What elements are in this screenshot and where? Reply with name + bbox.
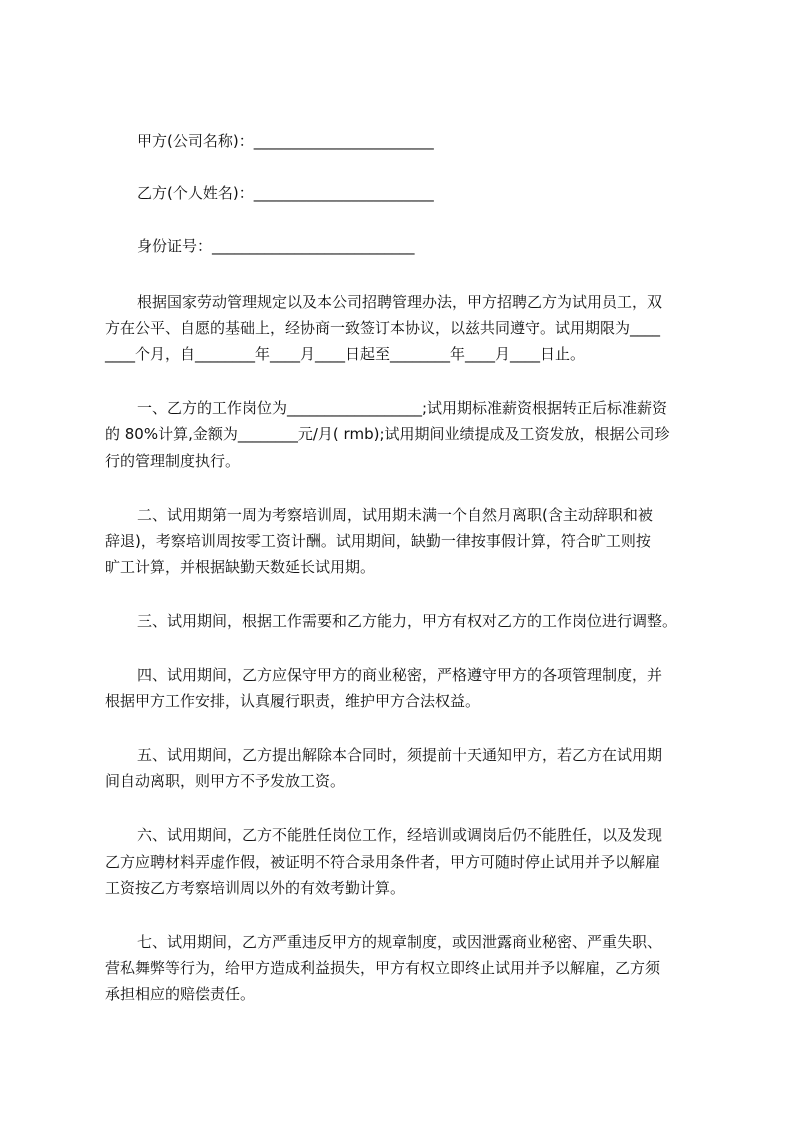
paragraph-line: 的 80%计算,金额为________元/月( rmb);试用期间业绩提成及工资发放，根据公司珍 [105,425,670,443]
paragraph-line: 二、试用期第一周为考察培训周，试用期未满一个自然月离职(含主动辞职和被 [137,506,653,524]
paragraph-line: 三、试用期间，根据工作需要和乙方能力，甲方有权对乙方的工作岗位进行调整。 [137,612,678,630]
id-number-line: 身份证号：___________________________ [137,237,415,255]
paragraph-line: ____个月，自________年____月____日起至________年____月____日止。 [105,345,586,363]
paragraph-line: 旷工计算，并根据缺勤天数延长试用期。 [105,558,376,576]
paragraph-line: 一、乙方的工作岗位为__________________;试用期标准薪资根据转正后标准薪资 [137,399,668,417]
paragraph-line: 七、试用期间，乙方严重违反甲方的规章制度，或因泄露商业秘密、严重失职、 [137,933,663,951]
paragraph-line: 工资按乙方考察培训周以外的有效考勤计算。 [105,879,406,897]
paragraph-line: 方在公平、自愿的基础上，经协商一致签订本协议，以兹共同遵守。试用期限为____ [105,319,661,337]
paragraph-line: 行的管理制度执行。 [105,452,241,470]
party-b-line: 乙方(个人姓名)：________________________ [137,184,434,202]
paragraph-line: 辞退)，考察培训周按零工资计酬。试用期间，缺勤一律按事假计算，符合旷工则按 [105,532,651,550]
paragraph-line: 间自动离职，则甲方不予发放工资。 [105,772,346,790]
paragraph-line: 六、试用期间，乙方不能胜任岗位工作，经培训或调岗后仍不能胜任，以及发现 [137,826,663,844]
party-a-line: 甲方(公司名称)：________________________ [137,132,434,150]
paragraph-line: 营私舞弊等行为，给甲方造成利益损失，甲方有权立即终止试用并予以解雇，乙方须 [105,959,661,977]
paragraph-line: 五、试用期间，乙方提出解除本合同时，须提前十天通知甲方，若乙方在试用期 [137,746,663,764]
paragraph-line: 根据国家劳动管理规定以及本公司招聘管理办法，甲方招聘乙方为试用员工，双 [137,293,663,311]
paragraph-line: 承担相应的赔偿责任。 [105,985,256,1003]
paragraph-line: 四、试用期间，乙方应保守甲方的商业秘密，严格遵守甲方的各项管理制度，并 [137,666,663,684]
paragraph-line: 根据甲方工作安排，认真履行职责，维护甲方合法权益。 [105,692,481,710]
paragraph-line: 乙方应聘材料弄虚作假，被证明不符合录用条件者，甲方可随时停止试用并予以解雇 [105,853,661,871]
